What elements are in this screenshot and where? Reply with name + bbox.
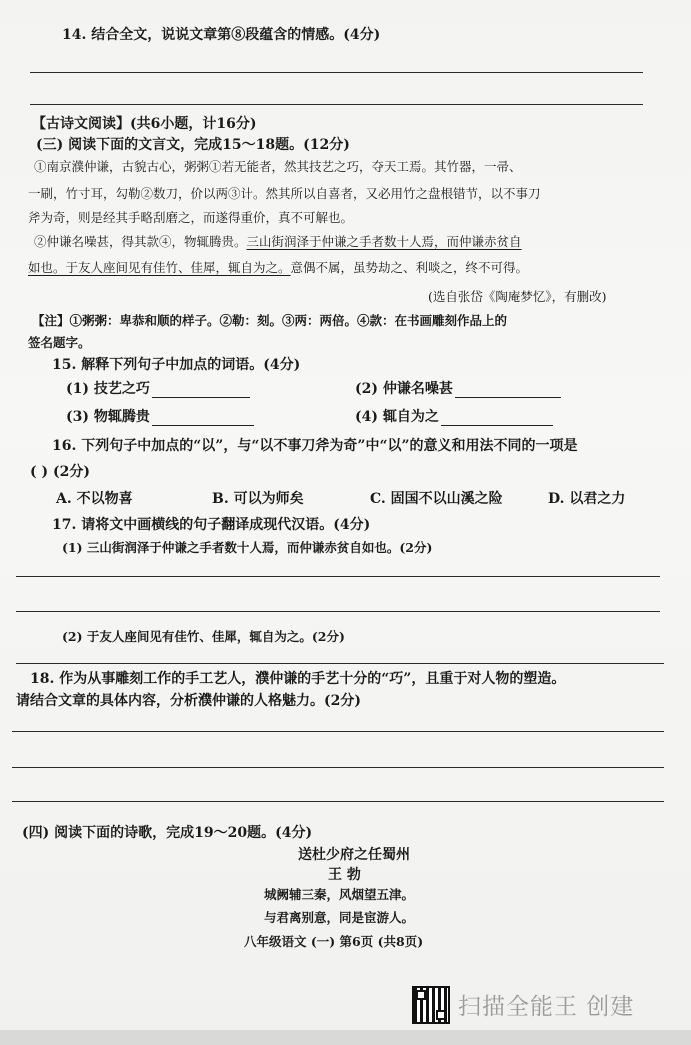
question-18-line1: 18. 作为从事雕刻工作的手工艺人，濮仲谦的手艺十分的“巧”，且重于对人物的塑造。 (30, 671, 566, 687)
bottom-bar (0, 1030, 691, 1045)
q17-sentence-2: (2) 于友人座间见有佳竹、佳犀，辄自为之。(2分) (62, 629, 345, 644)
answer-line (16, 611, 660, 612)
question-18-line2: 请结合文章的具体内容，分析濮仲谦的人格魅力。(2分) (16, 693, 361, 709)
q16-option-a: A. 不以物喜 (56, 491, 133, 507)
q16-answer-paren[interactable]: ( ) (2分) (30, 464, 90, 480)
q15-item-1: (1) 技艺之巧 (66, 378, 250, 398)
section-bracket: 【古诗文阅读】 (32, 116, 130, 132)
underlined-sentence-2: 于友人座间见有佳竹、佳犀，辄自为之。 (65, 260, 291, 275)
poem-author: 王 勃 (328, 867, 361, 883)
answer-line (12, 801, 664, 802)
answer-line (12, 731, 664, 732)
answer-blank[interactable] (455, 383, 561, 398)
poem-title: 送杜少府之任蜀州 (298, 847, 410, 863)
question-16-title: 16. 下列句子中加点的“以”，与“以不事刀斧为奇”中“以”的意义和用法不同的一项是 (52, 438, 578, 454)
answer-blank[interactable] (152, 411, 254, 426)
passage-p2-line1 (34, 232, 522, 250)
page-footer: 八年级语文 (一) 第6页 (共8页) (244, 934, 424, 949)
q16-option-d: D. 以君之力 (548, 491, 626, 507)
answer-blank[interactable] (441, 411, 553, 426)
answer-line (30, 72, 643, 73)
passage-p2-line2 (28, 258, 528, 276)
section-header (32, 113, 256, 133)
note-line1: 【注】①粥粥：卑恭和顺的样子。②勒：刻。③两：两倍。④款：在书画雕刻作品上的 (32, 313, 508, 328)
passage-p1-line3: 斧为奇，则是经其手略刮磨之，而遂得重价，真不可解也。 (28, 210, 354, 225)
q15-item-4: (4) 辄自为之 (355, 406, 553, 426)
question-17-title: 17. 请将文中画横线的句子翻译成现代汉语。(4分) (52, 517, 371, 533)
qr-code-icon (412, 986, 450, 1024)
poem-line-2: 与君离别意，同是宦游人。 (264, 910, 415, 925)
passage-p1-line2: 一刷，竹寸耳，勾勒②数刀，价以两③计。然其所以自喜者，又必用竹之盘根错节，以不事刀 (28, 186, 541, 201)
q17-sentence-1: (1) 三山街润泽于仲谦之手者数十人焉，而仲谦赤贫自如也。(2分) (62, 540, 433, 555)
q16-option-b: B. 可以为师矣 (212, 491, 304, 507)
section-desc: (共6小题，计16分) (130, 116, 257, 132)
answer-line (16, 663, 664, 664)
passage-p2-text: ②仲谦名噪甚，得其款④，物辄腾贵。 (34, 234, 247, 249)
poem-line-1: 城阙辅三秦，风烟望五津。 (264, 887, 415, 902)
question-14: 14. 结合全文，说说文章第⑧段蕴含的情感。(4分) (62, 27, 381, 43)
question-15-title: 15. 解释下列句子中加点的词语。(4分) (52, 357, 301, 373)
underlined-sentence-1-end: 如也。 (28, 260, 66, 275)
answer-blank[interactable] (152, 383, 250, 398)
answer-line (30, 104, 643, 105)
passage-p1-line1: ①南京濮仲谦，古貌古心，粥粥①若无能者，然其技艺之巧，夺天工焉。其竹器，一帚、 (34, 159, 522, 174)
scanner-watermark: 扫描全能王 创建 (458, 994, 635, 1020)
passage-source: (选自张岱《陶庵梦忆》，有删改) (428, 289, 607, 304)
answer-line (16, 576, 660, 577)
part-4-title: (四) 阅读下面的诗歌，完成19～20题。(4分) (22, 825, 313, 841)
q15-item-3: (3) 物辄腾贵 (66, 406, 254, 426)
q15-item-2: (2) 仲谦名噪甚 (355, 378, 561, 398)
answer-line (12, 767, 664, 768)
q16-option-c: C. 固国不以山溪之险 (370, 491, 503, 507)
underlined-sentence-1: 三山街润泽于仲谦之手者数十人焉，而仲谦赤贫自 (246, 234, 522, 249)
passage-p2-text-end: 意偶不属，虽势劫之、利啖之，终不可得。 (290, 260, 529, 275)
part-3-title: (三) 阅读下面的文言文，完成15～18题。(12分) (36, 137, 350, 153)
note-line2: 签名题字。 (28, 335, 91, 350)
